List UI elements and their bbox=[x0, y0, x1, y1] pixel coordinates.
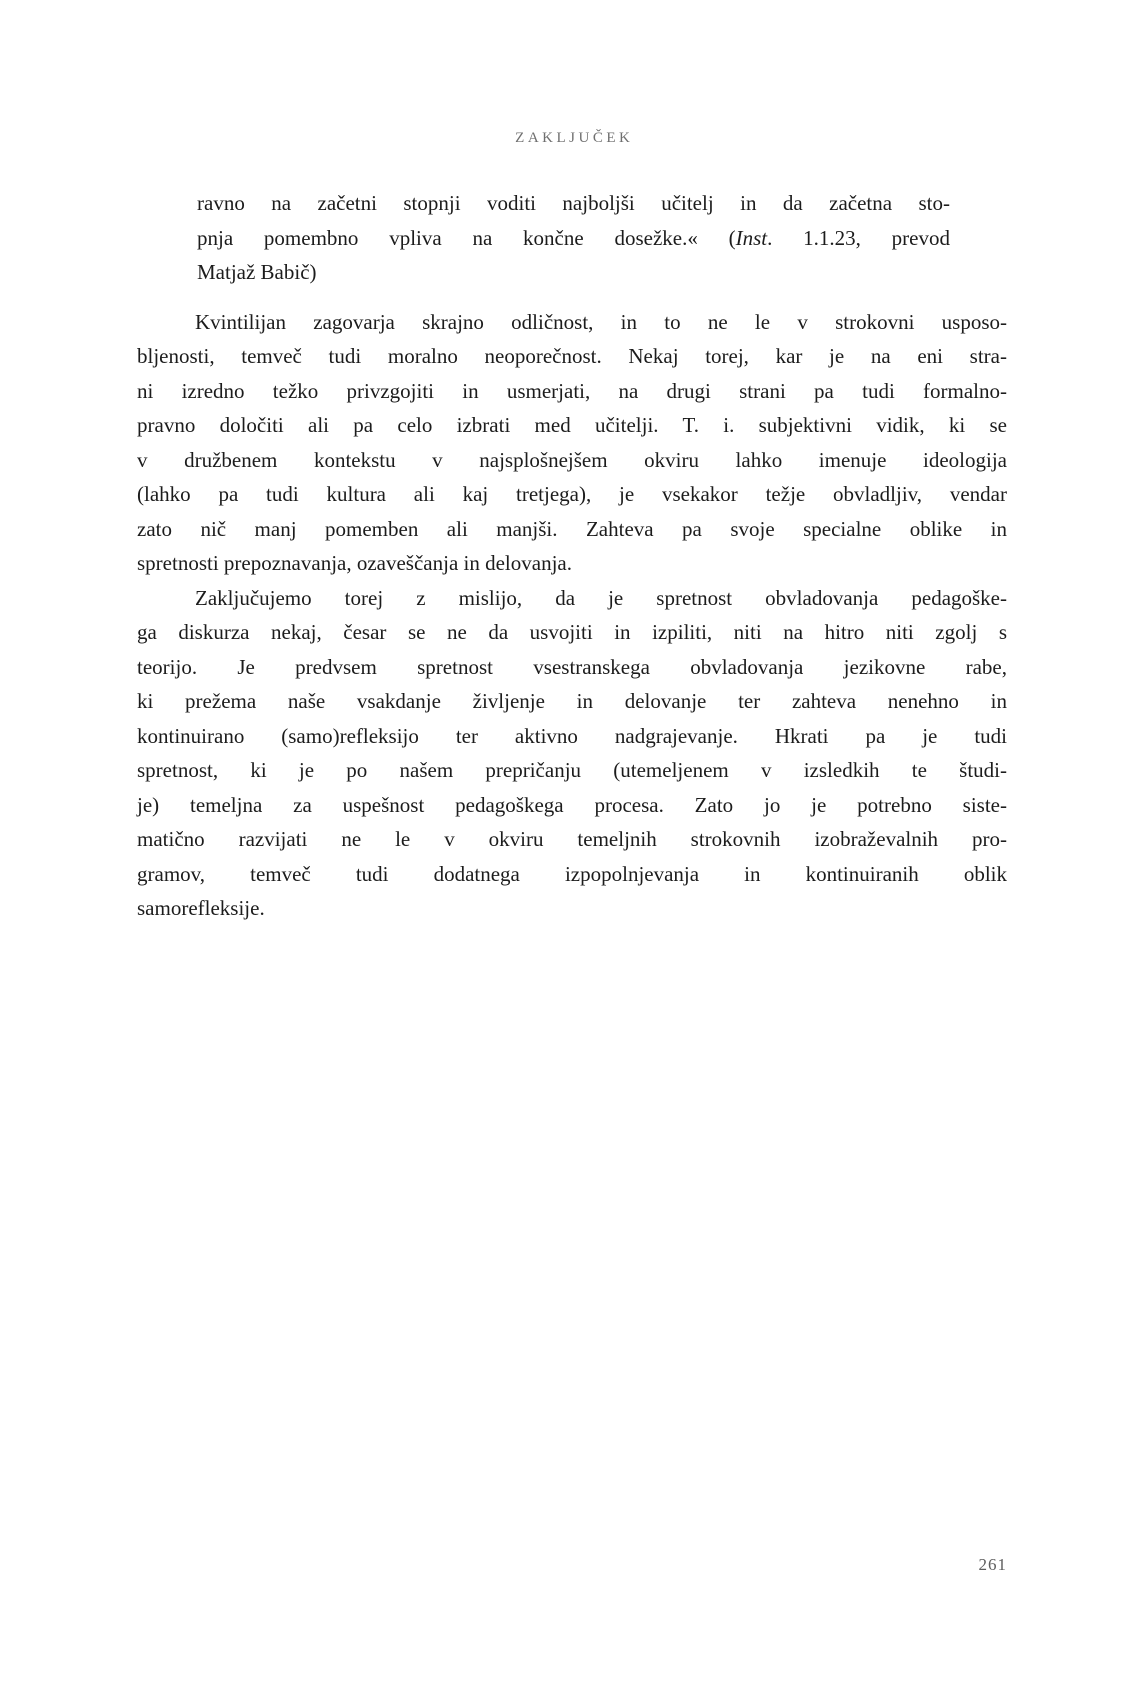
paragraph bbox=[137, 305, 1007, 581]
text-line bbox=[137, 719, 1007, 754]
text-line bbox=[197, 255, 950, 290]
text-blocks bbox=[137, 186, 1007, 926]
text-run: v družbenem kontekstu v najsplošnejšem okviru lahko imenuje ideologija bbox=[137, 447, 1007, 472]
text-run: pnja pomembno vpliva na končne dosežke.« ( bbox=[197, 225, 736, 250]
text-run: teorijo. Je predvsem spretnost vsestranskega obvladovanja jezikovne rabe, bbox=[137, 654, 1007, 679]
text-run: je) temeljna za uspešnost pedagoškega procesa. Zato jo je potrebno siste- bbox=[137, 792, 1007, 817]
text-run: samorefleksije. bbox=[137, 896, 265, 920]
text-line bbox=[137, 546, 1007, 581]
text-line bbox=[137, 753, 1007, 788]
text-run: kontinuirano (samo)refleksijo ter aktivno nadgrajevanje. Hkrati pa je tudi bbox=[137, 723, 1007, 748]
text-line bbox=[137, 891, 1007, 926]
text-line bbox=[137, 615, 1007, 650]
text-line bbox=[137, 788, 1007, 823]
text-line bbox=[137, 684, 1007, 719]
quote-block bbox=[197, 186, 950, 290]
text-line bbox=[137, 477, 1007, 512]
text-run: spretnosti prepoznavanja, ozaveščanja in delovanja. bbox=[137, 551, 572, 575]
text-line bbox=[197, 221, 950, 256]
text-run: ravno na začetni stopnji voditi najboljši učitelj in da začetna sto- bbox=[197, 191, 950, 215]
text-line bbox=[137, 857, 1007, 892]
running-header: ZAKLJUČEK bbox=[515, 130, 634, 146]
text-run: Matjaž Babič) bbox=[197, 260, 317, 284]
text-line bbox=[197, 186, 950, 221]
text-run: bljenosti, temveč tudi moralno neoporečnost. Nekaj torej, kar je na eni stra- bbox=[137, 344, 1007, 368]
text-run: . 1.1.23, prevod bbox=[767, 225, 950, 250]
text-line bbox=[137, 512, 1007, 547]
text-line bbox=[137, 339, 1007, 374]
text-run: zato nič manj pomemben ali manjši. Zahteva pa svoje specialne oblike in bbox=[137, 516, 1007, 541]
text-run: ki prežema naše vsakdanje življenje in delovanje ter zahteva nenehno in bbox=[137, 689, 1007, 713]
text-line bbox=[137, 822, 1007, 857]
text-line bbox=[137, 374, 1007, 409]
text-line bbox=[137, 581, 1007, 616]
text-run: Kvintilijan zagovarja skrajno odličnost, in to ne le v strokovni usposo- bbox=[195, 309, 1007, 334]
page-number: 261 bbox=[978, 1555, 1007, 1574]
text-run: (lahko pa tudi kultura ali kaj tretjega), je vsekakor težje obvladljiv, vendar bbox=[137, 482, 1007, 506]
text-line bbox=[137, 408, 1007, 443]
text-run: spretnost, ki je po našem prepričanju (utemeljenem v izsledkih te študi- bbox=[137, 758, 1007, 782]
text-run: Zaključujemo torej z mislijo, da je spretnost obvladovanja pedagoške- bbox=[195, 585, 1007, 610]
text-line bbox=[137, 305, 1007, 340]
text-run: pravno določiti ali pa celo izbrati med učitelji. T. i. subjektivni vidik, ki se bbox=[137, 413, 1007, 437]
text-run: matično razvijati ne le v okviru temeljnih strokovnih izobraževalnih pro- bbox=[137, 827, 1007, 851]
text-run: ga diskurza nekaj, česar se ne da usvojiti in izpiliti, niti na hitro niti zgolj s bbox=[137, 620, 1007, 644]
italic-text-run: Inst bbox=[735, 225, 768, 250]
text-line bbox=[137, 443, 1007, 478]
text-run: gramov, temveč tudi dodatnega izpopolnjevanja in kontinuiranih oblik bbox=[137, 861, 1007, 886]
text-run: ni izredno težko privzgojiti in usmerjati, na drugi strani pa tudi formalno- bbox=[137, 378, 1007, 403]
text-line bbox=[137, 650, 1007, 685]
paragraph bbox=[137, 581, 1007, 926]
